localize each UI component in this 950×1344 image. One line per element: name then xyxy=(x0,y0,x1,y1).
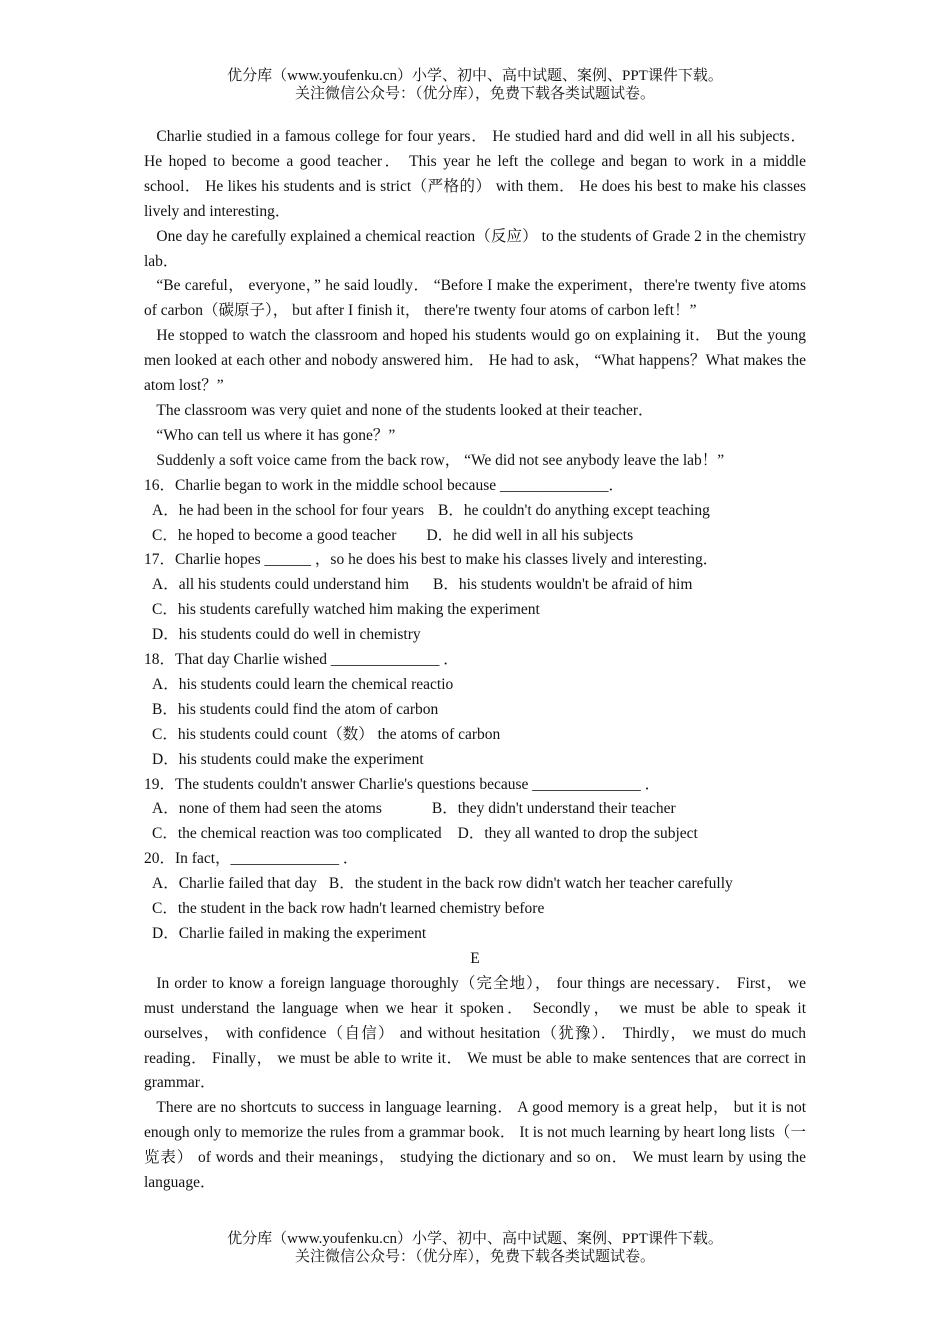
option-a: A．all his students could understand him xyxy=(152,576,410,594)
option-b: B．his students wouldn't be afraid of him xyxy=(433,576,693,594)
passage-e-paragraph: There are no shortcuts to success in language learning． A good memory is a great help， but it is not enough only to memorize the rules from a grammar book． It is not much learning by heart long lists（一览表） of words and their meanings， studying the dictionary and so on． We must learn by using the language． xyxy=(144,1099,806,1192)
option-a: A．none of them had seen the atoms xyxy=(152,800,382,818)
question-16-options-row xyxy=(144,524,806,549)
footer-line-2: 关注微信公众号：（优分库），免费下载各类试题试卷。 xyxy=(294,1249,655,1265)
question-19-options-row xyxy=(144,822,806,847)
question-18-option-a: A．his students could learn the chemical reactio xyxy=(152,675,454,693)
passage-d-paragraph: Suddenly a soft voice came from the back row， “We did not see anybody leave the lab！” xyxy=(156,451,725,469)
passage-e-title: E xyxy=(470,949,480,967)
option-a: A．he had been in the school for four years xyxy=(152,501,425,519)
passage-d-paragraph: The classroom was very quiet and none of the students looked at their teacher． xyxy=(156,401,654,419)
option-c: C．the chemical reaction was too complicated xyxy=(152,825,442,843)
passage-d-paragraph: “Be careful， everyone，” he said loudly． “Before I make the experiment，there're twenty five atoms of carbon（碳原子）， but after I finish it， there're twenty four atoms of carbon left！” xyxy=(144,277,806,320)
option-b: B．the student in the back row didn't watch her teacher carefully xyxy=(328,875,733,893)
question-16-stem: 16．Charlie began to work in the middle school because ______________． xyxy=(144,476,624,494)
question-18-option-b: B．his students could find the atom of carbon xyxy=(152,700,439,718)
question-20-stem: 20．In fact，______________ ． xyxy=(144,850,359,868)
passage-d-paragraph: One day he carefully explained a chemical reaction（反应） to the students of Grade 2 in the chemistry lab． xyxy=(144,227,806,270)
passage-e-paragraph: In order to know a foreign language thoroughly（完全地）， four things are necessary． First， we must understand the language when we hear it spoken． Secondly， we must be able to speak it ourselves， with confidence（自信） and without hesitation（犹豫）． Thirdly， we must do much reading． Finally， we must be able to write it． We must be able to make sentences that are correct in grammar． xyxy=(144,974,806,1092)
question-20-options-row xyxy=(144,872,806,897)
question-20-option-c: C．the student in the back row hadn't learned chemistry before xyxy=(152,900,545,918)
question-17-option-c: C．his students carefully watched him making the experiment xyxy=(152,601,540,619)
question-20-option-d: D．Charlie failed in making the experiment xyxy=(152,925,427,942)
header-line-2: 关注微信公众号：（优分库），免费下载各类试题试卷。 xyxy=(294,86,655,102)
question-18-stem: 18．That day Charlie wished ______________ ． xyxy=(144,651,459,669)
page-header xyxy=(0,67,950,103)
question-19-stem: 19．The students couldn't answer Charlie's questions because ______________ ． xyxy=(144,775,661,793)
question-19-options-row xyxy=(144,797,806,822)
question-17-option-d: D．his students could do well in chemistry xyxy=(152,626,421,644)
passage-d-paragraph: Charlie studied in a famous college for four years． He studied hard and did well in all his subjects． He hoped to become a good teacher． This year he left the college and began to work in a middle school． He likes his students and is strict（严格的） with them． He does his best to make his classes lively and interesting． xyxy=(144,128,806,220)
option-d: D．they all wanted to drop the subject xyxy=(457,825,698,843)
option-b: B．they didn't understand their teacher xyxy=(431,800,676,818)
passage-d-paragraph: He stopped to watch the classroom and hoped his students would go on explaining it． But the young men looked at each other and nobody answered him． He had to ask， “What happens？What makes the atom lost？” xyxy=(144,327,806,395)
passage-d-paragraph: “Who can tell us where it has gone？” xyxy=(156,426,396,444)
header-line-1: 优分库（www.youfenku.cn）小学、初中、高中试题、案例、PPT课件下载。 xyxy=(227,68,723,84)
option-c: C．he hoped to become a good teacher xyxy=(152,526,397,544)
option-b: B．he couldn't do anything except teaching xyxy=(438,501,710,519)
option-d: D．he did well in all his subjects xyxy=(426,526,634,544)
question-17-stem: 17．Charlie hopes ______ ，so he does his best to make his classes lively and interesting． xyxy=(144,551,719,569)
question-16-options-row xyxy=(144,499,806,524)
footer-line-1: 优分库（www.youfenku.cn）小学、初中、高中试题、案例、PPT课件下载。 xyxy=(227,1231,723,1247)
question-18-option-c: C．his students could count（数） the atoms of carbon xyxy=(152,725,501,743)
page-footer xyxy=(0,1230,950,1266)
question-17-options-row xyxy=(144,573,806,598)
question-18-option-d: D．his students could make the experiment xyxy=(152,750,424,768)
option-a: A．Charlie failed that day xyxy=(152,875,317,893)
document-body xyxy=(144,125,806,1196)
